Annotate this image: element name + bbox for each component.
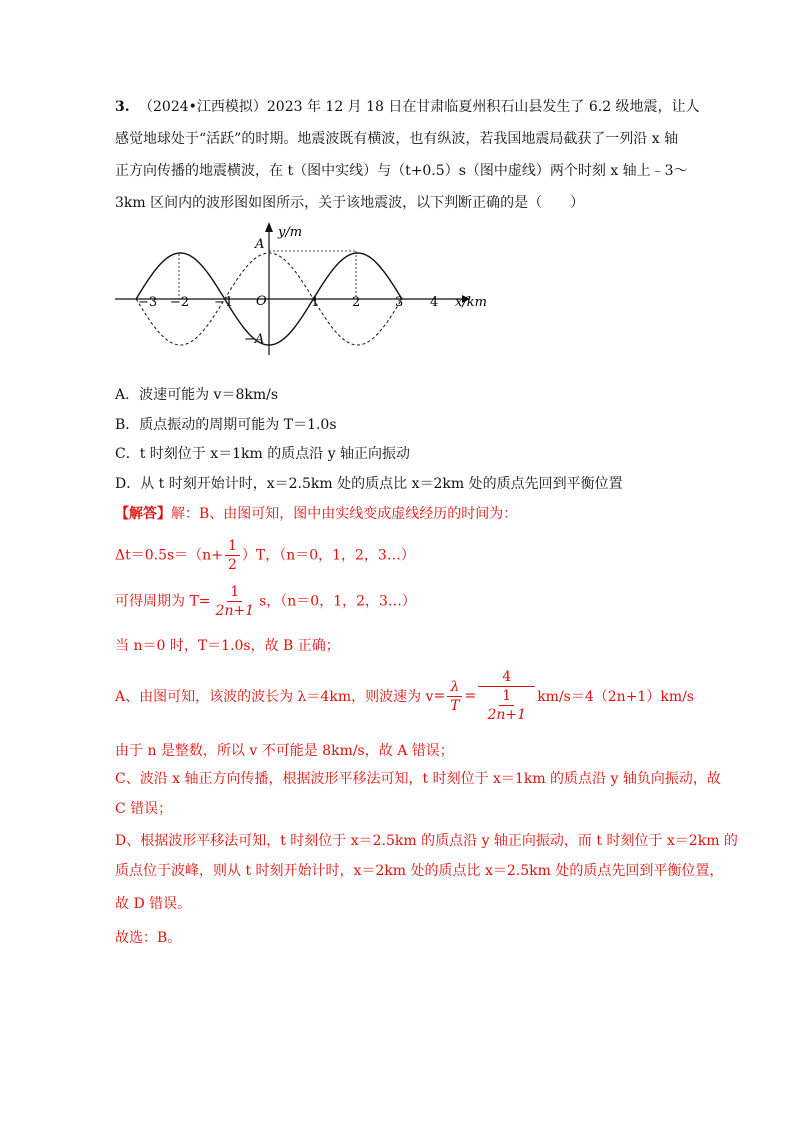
amp-neg-label: −A xyxy=(244,332,265,347)
answer-line-d3: 故 D 错误。 xyxy=(115,896,192,912)
option-a: A．波速可能为 v＝8km/s xyxy=(115,387,279,403)
answer-line-a: A、由图可知，该波的波长为 λ＝4km，则波速为 v= $\frac{\lambda}{T}$ = $\frac{4}{\frac{1}{2n+1}}$ km/s＝4（2n+1）km/s xyxy=(115,669,694,723)
answer-eq2: 可得周期为 T= $\frac{1}{2n+1}$ s，（n＝0，1，2，3…） xyxy=(115,584,416,619)
answer-intro: 【解答】解：B、由图可知，图中由实线变成虚线经历的时间为： xyxy=(115,506,518,522)
amp-pos-label: A xyxy=(255,237,265,252)
tick-neg3: −3 xyxy=(138,295,158,310)
question-line-3: 正方向传播的地震横波，在 t（图中实线）与（t+0.5）s（图中虚线）两个时刻 x 轴上﹣3～ xyxy=(115,163,688,179)
answer-final: 故选：B。 xyxy=(115,930,182,946)
option-d: D．从 t 时刻开始计时，x＝2.5km 处的质点比 x＝2km 处的质点先回到平衡位置 xyxy=(115,476,623,492)
answer-tag: 【解答】 xyxy=(115,506,171,522)
option-b: B．质点振动的周期可能为 T＝1.0s xyxy=(115,417,337,433)
answer-line-c2: C 错误； xyxy=(115,801,173,817)
tick-2: 2 xyxy=(352,295,361,310)
answer-line-b: 当 n＝0 时，T＝1.0s，故 B 正确； xyxy=(115,638,340,654)
answer-eq1: Δt＝0.5s＝（n+ $\frac{1}{2}$ ）T，（n＝0，1，2，3…） xyxy=(115,538,415,573)
question-line-4: 3km 区间内的波形图如图所示，关于该地震波，以下判断正确的是（ ） xyxy=(115,195,585,211)
tick-4: 4 xyxy=(430,295,439,310)
answer-line-c1: C、波沿 x 轴正方向传播，根据波形平移法可知，t 时刻位于 x＝1km 的质点沿 y 轴负向振动，故 xyxy=(115,771,721,787)
option-c: C．t 时刻位于 x＝1km 的质点沿 y 轴正向振动 xyxy=(115,446,411,462)
x-axis-label: x/km xyxy=(455,295,487,310)
question-line-1: 3. （2024•江西模拟）2023 年 12 月 18 日在甘肃临夏州积石山县发生了 6.2 级地震，让人 xyxy=(115,99,700,115)
tick-neg2: −2 xyxy=(170,295,190,310)
question-number: 3. xyxy=(115,99,130,115)
tick-1: 1 xyxy=(311,295,320,310)
velocity-fraction: $\frac{4}{\frac{1}{2n+1}}$ xyxy=(478,668,535,724)
answer-line-a2: 由于 n 是整数，所以 v 不可能是 8km/s，故 A 错误； xyxy=(115,743,454,759)
wave-figure xyxy=(110,215,500,360)
y-axis-arrow xyxy=(265,222,273,232)
question-line-2: 感觉地球处于“活跃”的时期。地震波既有横波，也有纵波，若我国地震局截获了一列沿 x 轴 xyxy=(115,131,679,147)
answer-line-d1: D、根据波形平移法可知，t 时刻位于 x＝2.5km 的质点沿 y 轴正向振动，而 t 时刻位于 x＝2km 的 xyxy=(115,833,738,849)
tick-neg1: −1 xyxy=(214,295,234,310)
answer-line-d2: 质点位于波峰，则从 t 时刻开始计时，x＝2km 处的质点比 x＝2.5km 处的质点先回到平衡位置， xyxy=(115,863,724,879)
origin-label: O xyxy=(256,294,267,309)
tick-3: 3 xyxy=(395,295,404,310)
y-axis-label: y/m xyxy=(278,225,303,240)
